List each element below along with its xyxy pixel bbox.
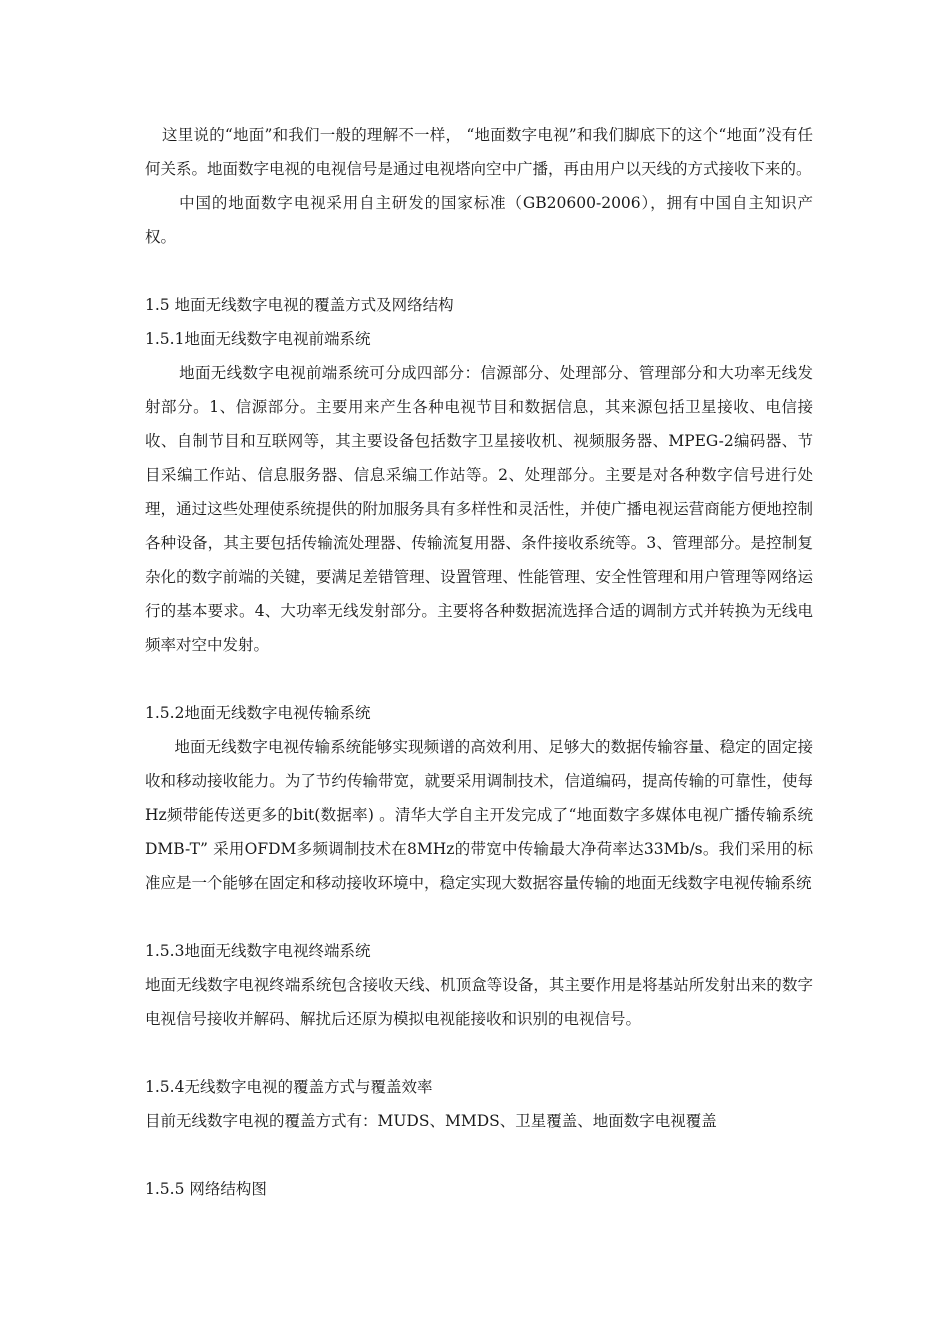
section-1-5-3-title: 1.5.3地面无线数字电视终端系统: [145, 942, 371, 960]
spacer: [145, 1036, 813, 1070]
section-1-5-2-title: 1.5.2地面无线数字电视传输系统: [145, 704, 371, 722]
section-1-5-4-title: 1.5.4无线数字电视的覆盖方式与覆盖效率: [145, 1078, 433, 1096]
spacer: [145, 254, 813, 288]
section-1-5-5-title: 1.5.5 网络结构图: [145, 1180, 267, 1198]
document-page: [145, 118, 813, 1206]
intro-paragraph-2: 中国的地面数字电视采用自主研发的国家标准（GB20600-2006），拥有中国自主知识产权。: [145, 194, 813, 246]
spacer: [145, 662, 813, 696]
spacer: [145, 900, 813, 934]
intro-paragraph-1: 这里说的“地面”和我们一般的理解不一样， “地面数字电视”和我们脚底下的这个“地面”没有任何关系。地面数字电视的电视信号是通过电视塔向空中广播，再由用户以天线的方式接收下来的。: [145, 126, 813, 178]
section-1-5-title: 1.5 地面无线数字电视的覆盖方式及网络结构: [145, 296, 454, 314]
spacer: [145, 1138, 813, 1172]
section-1-5-1-body: 地面无线数字电视前端系统可分成四部分：信源部分、处理部分、管理部分和大功率无线发射部分。1、信源部分。主要用来产生各种电视节目和数据信息，其来源包括卫星接收、电信接收、自制节目和互联网等，其主要设备包括数字卫星接收机、视频服务器、MPEG-2编码器、节目采编工作站、信息服务器、信息采编工作站等。2、处理部分。主要是对各种数字信号进行处理，通过这些处理使系统提供的附加服务具有多样性和灵活性，并使广播电视运营商能方便地控制各种设备，其主要包括传输流处理器、传输流复用器、条件接收系统等。3、管理部分。是控制复杂化的数字前端的关键，要满足差错管理、设置管理、性能管理、安全性管理和用户管理等网络运行的基本要求。4、大功率无线发射部分。主要将各种数据流选择合适的调制方式并转换为无线电频率对空中发射。: [145, 364, 813, 654]
section-1-5-1-title: 1.5.1地面无线数字电视前端系统: [145, 330, 371, 348]
section-1-5-4-body: 目前无线数字电视的覆盖方式有：MUDS、MMDS、卫星覆盖、地面数字电视覆盖: [145, 1112, 717, 1130]
section-1-5-2-body: 地面无线数字电视传输系统能够实现频谱的高效利用、足够大的数据传输容量、稳定的固定接收和移动接收能力。为了节约传输带宽，就要采用调制技术，信道编码，提高传输的可靠性，使每Hz频带能传送更多的bit(数据率) 。清华大学自主开发完成了“地面数字多媒体电视广播传输系统DMB-T” 采用OFDM多频调制技术在8MHz的带宽中传输最大净荷率达33Mb/s。我们采用的标准应是一个能够在固定和移动接收环境中，稳定实现大数据容量传输的地面无线数字电视传输系统: [145, 738, 813, 892]
section-1-5-3-body: 地面无线数字电视终端系统包含接收天线、机顶盒等设备，其主要作用是将基站所发射出来的数字电视信号接收并解码、解扰后还原为模拟电视能接收和识别的电视信号。: [145, 976, 813, 1028]
